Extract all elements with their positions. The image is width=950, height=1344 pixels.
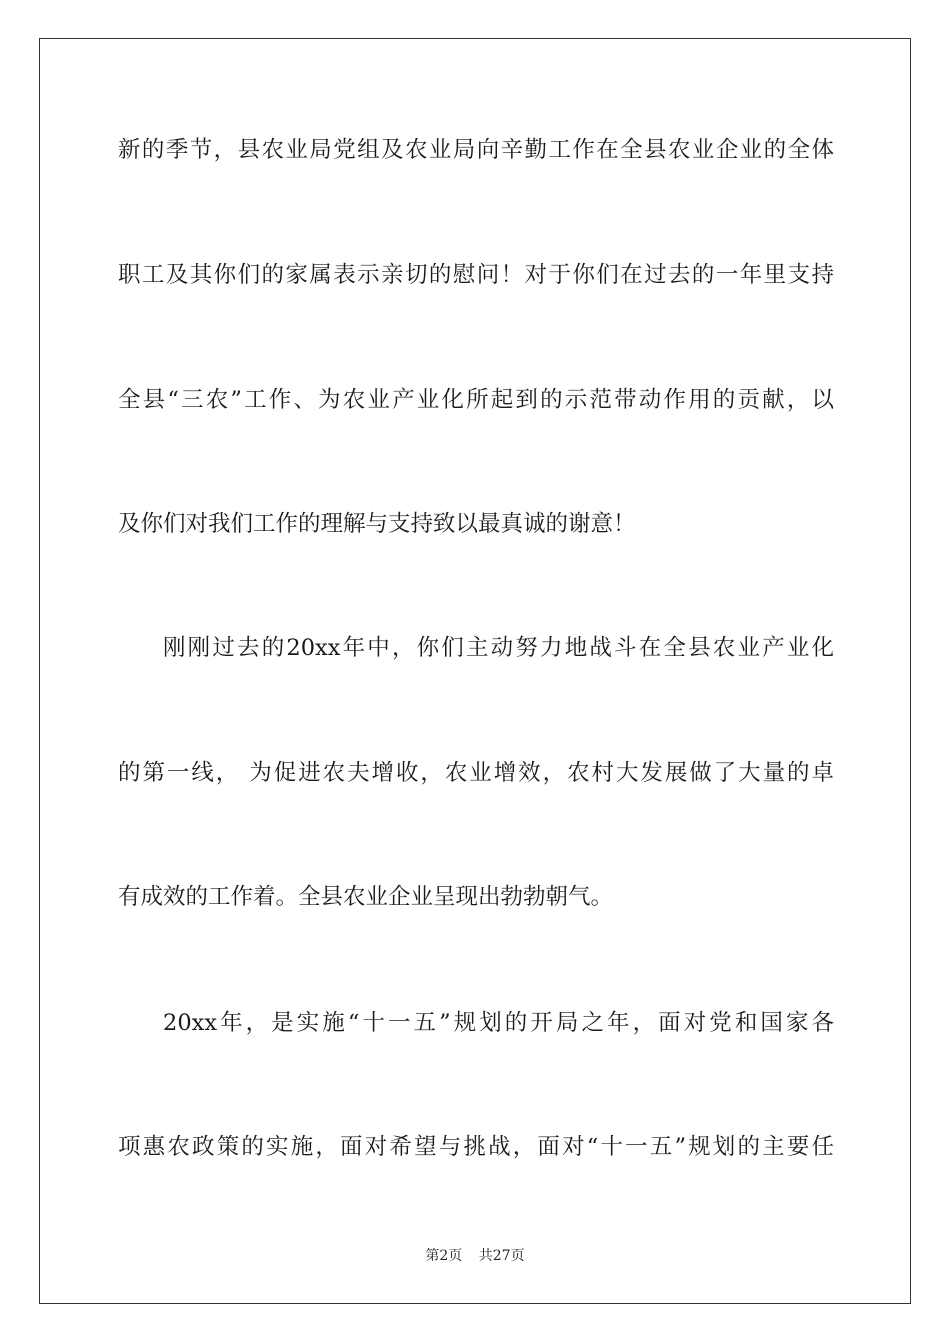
text-line: 有成效的工作着。全县农业企业呈现出勃勃朝气。 [118, 884, 614, 910]
text-line: 全县“三农”工作、为农业产业化所起到的示范带动作用的贡献，以 [118, 387, 834, 413]
text-line: 20xx年，是实施“十一五”规划的开局之年，面对党和国家各 [163, 1010, 834, 1036]
text-line: 项惠农政策的实施，面对希望与挑战，面对“十一五”规划的主要任 [118, 1134, 834, 1160]
text-line: 及你们对我们工作的理解与支持致以最真诚的谢意！ [118, 511, 636, 537]
text-line: 刚刚过去的20xx年中，你们主动努力地战斗在全县农业产业化 [163, 635, 834, 661]
page-number: 第2页 [425, 1248, 463, 1264]
text-line: 的第一线， 为促进农夫增收，农业增效，农村大发展做了大量的卓 [118, 760, 834, 786]
page-footer [0, 1245, 950, 1265]
text-line: 新的季节，县农业局党组及农业局向辛勤工作在全县农业企业的全体 [118, 137, 834, 163]
page-total: 共27页 [478, 1248, 525, 1264]
text-line: 职工及其你们的家属表示亲切的慰问！对于你们在过去的一年里支持 [118, 262, 834, 288]
page-border [39, 38, 911, 1304]
